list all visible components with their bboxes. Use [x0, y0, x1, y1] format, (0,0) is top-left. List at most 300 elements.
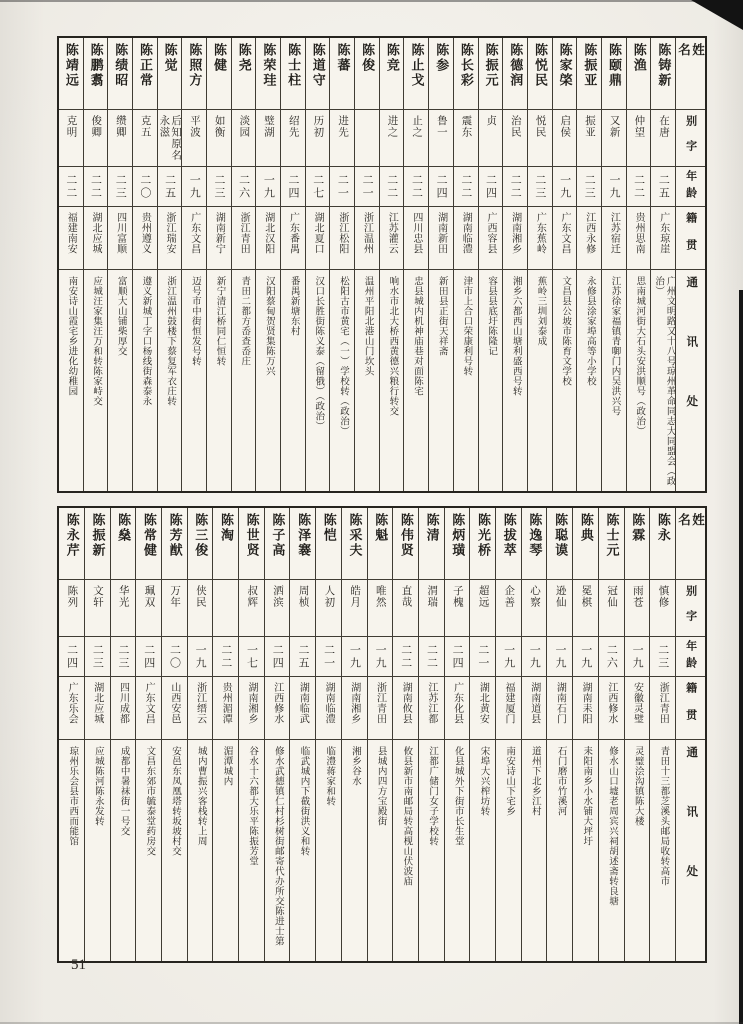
person-name [316, 508, 341, 580]
person-zi-text: 治民 [509, 115, 521, 138]
person-name-text: 陈世贤 [244, 513, 260, 558]
person-native-text: 浙江青田 [238, 212, 250, 254]
person-column [110, 508, 136, 961]
person-address-text: 城内曹振兴客栈转上周 [195, 746, 206, 846]
person-native-text: 湖南石门 [554, 682, 566, 724]
person-age-text: 一九 [348, 643, 361, 670]
person-address-text: 蕉岭三圳刘泰成 [535, 276, 546, 346]
person-name [650, 508, 675, 580]
person-address [528, 270, 552, 489]
person-address-text: 石门磨市竹溪河 [555, 746, 566, 816]
person-native-text: 四川忠县 [410, 212, 422, 254]
person-column [187, 508, 213, 961]
person-age [133, 167, 157, 207]
person-age [108, 167, 132, 207]
person-name-text: 陈淘 [218, 513, 234, 543]
person-zi-text: 绍先 [287, 115, 299, 138]
person-age-text: 二五 [163, 173, 176, 200]
person-zi-text: 贞 [485, 115, 497, 127]
person-age [470, 637, 495, 677]
person-address [342, 740, 367, 959]
person-zi-text: 历初 [312, 115, 324, 138]
person-zi [162, 580, 187, 637]
person-native [445, 677, 470, 740]
scan-artifact-top-edge [0, 0, 743, 2]
person-name [290, 508, 315, 580]
person-address-text: 安邑东凤凰塔转坂坡村交 [170, 746, 181, 856]
person-age [445, 637, 470, 677]
person-age [316, 637, 341, 677]
person-address [158, 270, 182, 489]
person-age [547, 637, 572, 677]
person-native-text: 广西容县 [484, 212, 496, 254]
person-zi-text: 俊卿 [90, 115, 102, 138]
person-native [59, 677, 84, 740]
person-age [342, 637, 367, 677]
person-age-text: 二四 [65, 643, 78, 670]
person-column [428, 38, 453, 491]
person-name [207, 38, 231, 110]
person-native-text: 四川成都 [117, 682, 129, 724]
person-name [232, 38, 256, 110]
person-age [419, 637, 444, 677]
person-zi [419, 580, 444, 637]
person-native-text: 浙江青田 [374, 682, 386, 724]
person-zi [368, 580, 393, 637]
person-native [393, 677, 418, 740]
person-age [256, 167, 280, 207]
person-column [403, 38, 428, 491]
person-name-text: 陈泽褰 [296, 513, 312, 558]
person-zi [547, 580, 572, 637]
person-zi-text: 直哉 [400, 585, 412, 608]
person-column [181, 38, 206, 491]
person-age [265, 637, 290, 677]
person-age [182, 167, 206, 207]
person-zi [59, 580, 84, 637]
person-name-text: 陈拔萃 [501, 513, 517, 558]
person-name-text: 陈蕃 [335, 43, 351, 73]
person-name-text: 陈士元 [604, 513, 620, 558]
person-name [419, 508, 444, 580]
person-native [182, 207, 206, 270]
column-header-native-text: 籍贯 [684, 212, 697, 266]
person-native [162, 677, 187, 740]
person-zi [454, 110, 478, 167]
person-zi [188, 580, 213, 637]
person-zi-text: 雨苍 [631, 585, 643, 608]
person-native-text: 四川富顺 [114, 212, 126, 254]
person-name-text: 陈恺 [321, 513, 337, 543]
person-column [478, 38, 503, 491]
person-address-text: 忠县城内机神庙巷对面陈宅 [412, 276, 423, 396]
person-address [602, 270, 626, 489]
person-age-text: 二三 [212, 173, 225, 200]
person-name-text: 陈伟贤 [398, 513, 414, 558]
person-age-text: 二七 [311, 173, 324, 200]
person-age-text: 二二 [89, 173, 102, 200]
person-age-text: 二六 [237, 173, 250, 200]
person-name-text: 陈靖远 [63, 43, 79, 88]
column-header-zi-text: 别字 [684, 585, 697, 635]
person-native [627, 207, 651, 270]
person-column [624, 508, 650, 961]
person-zi [182, 110, 206, 167]
person-native [573, 677, 598, 740]
person-name [445, 508, 470, 580]
person-name-text: 陈荣珪 [261, 43, 277, 88]
person-zi [342, 580, 367, 637]
roster-table-bottom [57, 506, 707, 963]
person-name [162, 508, 187, 580]
person-native-text: 湖南临澧 [460, 212, 472, 254]
person-address [496, 740, 521, 959]
person-address-text: 修水武德镇仁村杉树街邮寄代办所交陈进士第 [272, 746, 283, 946]
person-zi-text: 悦民 [534, 115, 546, 138]
person-name-text: 陈悦民 [532, 43, 548, 88]
person-address [290, 740, 315, 959]
person-address-text: 遵义新城丁字口杨线街森泰永 [140, 276, 151, 406]
person-column [255, 38, 280, 491]
person-native-text: 湖南攸县 [400, 682, 412, 724]
person-native [419, 677, 444, 740]
person-zi-text: 进之 [386, 115, 398, 138]
person-age-text: 二二 [219, 643, 232, 670]
person-column [107, 38, 132, 491]
person-zi-text: 渭瑞 [426, 585, 438, 608]
person-column [84, 508, 110, 961]
person-address [553, 270, 577, 489]
person-address-text: 津市上合口荣康利号转 [461, 276, 472, 376]
person-native-text: 湖南耒阳 [580, 682, 592, 724]
column-header-name-text: 姓名 [676, 43, 705, 78]
person-address [393, 740, 418, 959]
person-address-text: 宋埠大兴榨坊转 [478, 746, 489, 816]
person-address [232, 270, 256, 489]
person-age [59, 637, 84, 677]
person-column [367, 508, 393, 961]
person-name [188, 508, 213, 580]
person-age-text: 二一 [336, 173, 349, 200]
person-name [573, 508, 598, 580]
person-name-text: 陈长彩 [458, 43, 474, 88]
person-age-text: 二五 [657, 173, 670, 200]
person-age [136, 637, 161, 677]
person-age-text: 二四 [271, 643, 284, 670]
person-age [404, 167, 428, 207]
person-native [479, 207, 503, 270]
person-zi-text: 进先 [337, 115, 349, 138]
person-native [355, 207, 379, 270]
person-column [495, 508, 521, 961]
person-native-text: 浙江温州 [361, 212, 373, 254]
person-address-text: 南安诗山下宅乡 [504, 746, 515, 816]
column-header-native [676, 677, 705, 740]
person-name-text: 陈芳猷 [167, 513, 183, 558]
column-header-name [676, 508, 705, 580]
person-address [108, 270, 132, 489]
column-header-zi-text: 别字 [684, 115, 697, 165]
person-column [59, 38, 83, 491]
person-zi [380, 110, 404, 167]
person-native [599, 677, 624, 740]
person-native-text: 江苏宿迁 [608, 212, 620, 254]
person-name [239, 508, 264, 580]
person-address [651, 270, 675, 489]
person-name-text: 陈竞 [384, 43, 400, 73]
person-column [212, 508, 238, 961]
person-column [329, 38, 354, 491]
person-name-text: 陈子高 [270, 513, 286, 558]
person-native [330, 207, 354, 270]
column-header-age-text: 年龄 [684, 169, 697, 204]
person-native [290, 677, 315, 740]
person-name-text: 陈魁 [373, 513, 389, 543]
person-native [380, 207, 404, 270]
person-zi [85, 580, 110, 637]
person-name [330, 38, 354, 110]
person-column [161, 508, 187, 961]
column-header-native [676, 207, 705, 270]
person-zi-text: 万年 [169, 585, 181, 608]
person-age-text: 二三 [533, 173, 546, 200]
person-address-text: 江苏徐家福镇青啣门内吴洪兴号 [609, 276, 620, 416]
person-column [418, 508, 444, 961]
column-header-address [676, 270, 705, 489]
person-native [496, 677, 521, 740]
person-native [207, 207, 231, 270]
person-native [188, 677, 213, 740]
person-address [503, 270, 527, 489]
person-native [84, 207, 108, 270]
person-zi [602, 110, 626, 167]
person-name-text: 陈觉 [162, 43, 178, 73]
person-address [419, 740, 444, 959]
person-zi [503, 110, 527, 167]
person-native [85, 677, 110, 740]
person-column [135, 508, 161, 961]
person-native [547, 677, 572, 740]
person-native [454, 207, 478, 270]
person-native-text: 江苏江都 [425, 682, 437, 724]
person-address [404, 270, 428, 489]
person-age-text: 二一 [361, 173, 374, 200]
person-age-text: 一九 [558, 173, 571, 200]
person-name [404, 38, 428, 110]
person-name-text: 陈常健 [141, 513, 157, 558]
person-zi [158, 110, 182, 167]
person-address-text: 番禺新塘东村 [288, 276, 299, 336]
person-age [355, 167, 379, 207]
scan-artifact-right-edge [739, 290, 743, 1024]
person-column [601, 38, 626, 491]
person-native [522, 677, 547, 740]
person-zi [573, 580, 598, 637]
person-name-text: 陈永芹 [64, 513, 80, 558]
person-native-text: 福建厦门 [503, 682, 515, 724]
person-native [265, 677, 290, 740]
person-zi [429, 110, 453, 167]
person-name [503, 38, 527, 110]
person-native-text: 广东乐会 [66, 682, 78, 724]
person-name-text: 陈振新 [90, 513, 106, 558]
person-zi [265, 580, 290, 637]
person-address [445, 740, 470, 959]
person-native [158, 207, 182, 270]
person-age [553, 167, 577, 207]
person-native [602, 207, 626, 270]
person-address [625, 740, 650, 959]
column-header-name [676, 38, 705, 110]
person-address [59, 270, 83, 489]
person-address [207, 270, 231, 489]
person-zi [239, 580, 264, 637]
person-column [469, 508, 495, 961]
person-name-text: 陈炳璜 [450, 513, 466, 558]
person-age-text: 二三 [583, 173, 596, 200]
person-native-text: 浙江瑞安 [164, 212, 175, 254]
person-column [280, 38, 305, 491]
person-zi [553, 110, 577, 167]
person-native-text: 贵州思南 [633, 212, 645, 254]
person-zi-text: 振亚 [583, 115, 595, 138]
person-address-text: 应城汪家集汪万和转陈家峙交 [91, 276, 102, 406]
person-address-text: 青田十三都芝溪头邮局收转高市 [658, 746, 669, 886]
person-age-text: 二一 [476, 643, 489, 670]
person-column [649, 508, 675, 961]
person-age [290, 637, 315, 677]
person-zi-text: 文轩 [92, 585, 104, 608]
person-zi [404, 110, 428, 167]
person-age [281, 167, 305, 207]
person-age-text: 一九 [194, 643, 207, 670]
person-address-text: 汉阳蔡甸贺贤集陈万兴 [263, 276, 274, 376]
person-zi-text: 克明 [65, 115, 77, 138]
person-address [84, 270, 108, 489]
person-name [577, 38, 601, 110]
person-name-text: 陈采夫 [347, 513, 363, 558]
person-native-text: 广东文昌 [188, 212, 200, 254]
person-address-text: 浙江温州鼓楼下蔡复军衣庄转 [165, 276, 176, 406]
person-native-text: 浙江青田 [657, 682, 669, 724]
person-name-text: 陈德润 [508, 43, 524, 88]
person-address [256, 270, 280, 489]
person-age-text: 二二 [399, 643, 412, 670]
person-address [162, 740, 187, 959]
person-column [379, 38, 404, 491]
person-native-text: 浙江松阳 [336, 212, 348, 254]
person-name-text: 陈士柱 [286, 43, 302, 88]
person-address [547, 740, 572, 959]
person-address-text: 富顺大山铺柴厚交 [115, 276, 126, 356]
person-age-text: 二二 [64, 173, 77, 200]
person-name-text: 陈永 [655, 513, 671, 543]
person-zi-text: 冠仙 [606, 585, 618, 608]
person-zi-text: 人初 [323, 585, 335, 608]
person-age [479, 167, 503, 207]
person-zi-text: 后知原名永滋 [158, 115, 182, 161]
person-address-text: 临武城内下截街洪义和转 [298, 746, 309, 856]
person-zi [496, 580, 521, 637]
person-zi-text: 侠民 [194, 585, 206, 608]
person-age-text: 一九 [502, 643, 515, 670]
person-age [368, 637, 393, 677]
person-age [213, 637, 238, 677]
person-age-text: 二六 [605, 643, 618, 670]
person-address [111, 740, 136, 959]
person-age-text: 二五 [296, 643, 309, 670]
person-native [108, 207, 132, 270]
person-native [111, 677, 136, 740]
person-zi-text: 子槐 [451, 585, 463, 608]
person-native-text: 江西修水 [605, 682, 617, 724]
person-address [577, 270, 601, 489]
person-zi [627, 110, 651, 167]
person-zi [290, 580, 315, 637]
person-name [651, 38, 675, 110]
person-column [444, 508, 470, 961]
person-name [158, 38, 182, 110]
person-zi [207, 110, 231, 167]
person-address-text: 思南城河街大石头安洪顺号（政治） [634, 276, 645, 436]
person-age [577, 167, 601, 207]
person-column [341, 508, 367, 961]
person-native-text: 广东文昌 [143, 682, 155, 724]
person-zi-text: 珮双 [143, 585, 155, 608]
person-address [316, 740, 341, 959]
person-name-text: 陈止戈 [409, 43, 425, 88]
person-zi-text: 如衡 [213, 115, 225, 138]
person-column [289, 508, 315, 961]
person-age-text: 一九 [607, 173, 620, 200]
person-zi-text: 皓月 [349, 585, 361, 608]
person-name [479, 38, 503, 110]
person-address [265, 740, 290, 959]
person-zi-text: 慎修 [657, 585, 669, 608]
person-address [522, 740, 547, 959]
person-age-text: 二〇 [168, 643, 181, 670]
person-address-text: 耒阳南乡小水铺大坪圩 [581, 746, 592, 846]
person-native-text: 浙江缙云 [194, 682, 206, 724]
person-native [281, 207, 305, 270]
person-address [136, 740, 161, 959]
person-address [239, 740, 264, 959]
person-name-text: 陈燊 [116, 513, 132, 543]
person-native [342, 677, 367, 740]
person-zi [111, 580, 136, 637]
person-age [84, 167, 108, 207]
person-zi-text: 冕棋 [580, 585, 592, 608]
person-name-text: 陈道守 [310, 43, 326, 88]
person-column [83, 38, 108, 491]
person-native-text: 湖北应城 [91, 682, 103, 724]
person-name [59, 38, 83, 110]
person-native-text: 湖南新宁 [213, 212, 225, 254]
person-native-text: 江西永修 [583, 212, 595, 254]
person-name [553, 38, 577, 110]
person-address-text: 湘乡谷水 [349, 746, 360, 786]
person-address-text: 新宁清江桥同仁恒转 [214, 276, 225, 366]
person-address [213, 740, 238, 959]
person-column [527, 38, 552, 491]
person-native [133, 207, 157, 270]
person-zi-text: 克五 [139, 115, 151, 138]
person-column [626, 38, 651, 491]
person-age [330, 167, 354, 207]
person-native [503, 207, 527, 270]
person-name [281, 38, 305, 110]
person-native [404, 207, 428, 270]
